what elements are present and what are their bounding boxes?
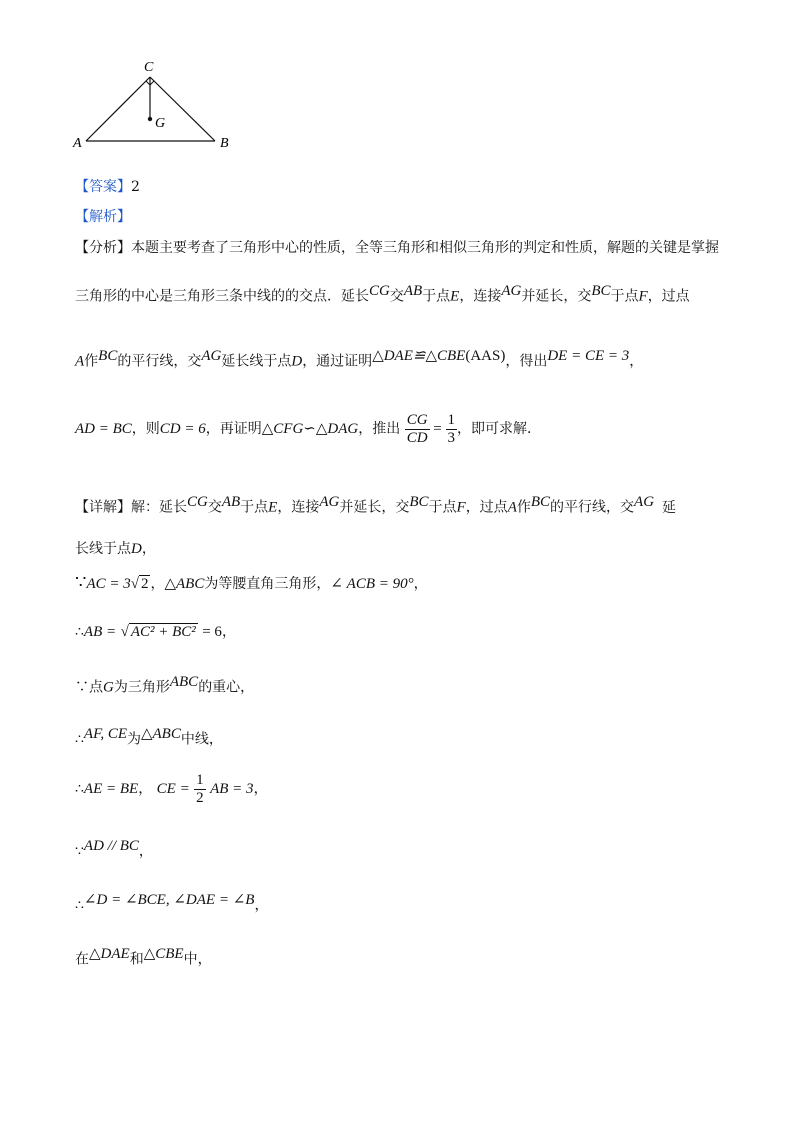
label-g: G (155, 116, 166, 131)
math-similar: △CFG∽△DAG (261, 421, 359, 437)
step-8 (75, 944, 212, 969)
t: ，即可求解． (457, 421, 541, 437)
t: 并延长，交 (521, 288, 592, 305)
radicand: 2 (140, 576, 149, 592)
t: ，则 (131, 421, 160, 437)
math-f: F (638, 288, 648, 305)
math-d: D (291, 353, 303, 370)
therefore-symbol: ∴ (75, 897, 84, 914)
step-3 (75, 674, 254, 697)
t: 延 (662, 499, 677, 516)
t: 在 (75, 951, 89, 968)
math-result: = 6 (202, 624, 222, 640)
math-ag: AG (319, 494, 340, 510)
t: ， (138, 843, 153, 860)
t: 作 (516, 499, 531, 516)
math-de-ce: DE = CE = 3 (547, 348, 630, 364)
t: ， (629, 353, 644, 370)
t: 三角形的中心是三角形三条中线的的交点．延长 (75, 288, 369, 305)
math-angles: ∠D = ∠BCE, ∠DAE = ∠B (83, 892, 255, 908)
label-b: B (220, 136, 229, 151)
t: ， (141, 541, 156, 557)
math-ab: AB (403, 283, 423, 299)
math-triangle-abc: △ABC (140, 726, 181, 742)
fenxi-line-2 (75, 283, 690, 306)
frac-num: 1 (447, 412, 455, 428)
math-angle-acb: ∠ ACB = 90° (330, 576, 414, 592)
math-a: A (507, 499, 517, 516)
math-cg: CG (187, 494, 208, 510)
frac-num: CG (406, 412, 428, 428)
step-7 (75, 890, 268, 915)
therefore-symbol: ∴ (75, 731, 84, 748)
t: ，连接 (459, 288, 502, 305)
t: ，得出 (505, 353, 548, 370)
t: ，推出 (358, 421, 401, 437)
t: 中， (183, 951, 212, 968)
t: 交 (389, 288, 404, 305)
sqrt-symbol: √ (120, 624, 129, 640)
t: 长线于点 (75, 541, 131, 557)
math-f: F (456, 499, 466, 516)
equals-sign: = (429, 421, 446, 437)
fraction-one-third (446, 412, 458, 446)
fenxi-line-4 (75, 412, 541, 446)
step-5 (75, 772, 268, 806)
t: 为 (126, 731, 141, 748)
math-ae-be: AE = BE (83, 781, 139, 797)
t: 解：延长 (131, 499, 187, 516)
label-a: A (73, 136, 82, 151)
frac-den: 2 (196, 789, 204, 806)
t: 于点 (428, 499, 457, 516)
t: 点 (89, 679, 103, 696)
fraction-cg-cd (405, 412, 430, 446)
t: ，过点 (465, 499, 508, 516)
step-1 (75, 572, 428, 593)
math-g: G (103, 679, 114, 696)
fenxi-line-3 (75, 346, 643, 371)
t: 中线， (180, 731, 223, 748)
because-symbol: ∵ (75, 843, 84, 860)
math-ab: AB = (83, 624, 117, 640)
triangle-figure (60, 55, 240, 155)
fenxi-line-1 (75, 237, 719, 257)
step-4 (75, 724, 223, 749)
analysis-tag: 【解析】 (75, 209, 131, 225)
t: ，再证明 (205, 421, 262, 437)
radicand: AC² + BC² (130, 624, 196, 640)
t: ，过点 (647, 288, 690, 305)
fenxi-tag: 【分析】 (75, 240, 131, 256)
t: 于点 (422, 288, 451, 305)
math-ag: AG (201, 348, 222, 364)
t: ， (150, 576, 165, 592)
t: 并延长，交 (339, 499, 410, 516)
t: ，通过证明 (302, 353, 373, 370)
math-ab: AB = 3 (210, 781, 254, 797)
fenxi-text-1: 本题主要考查了三角形中心的性质，全等三角形和相似三角形的判定和性质，解题的关键是掌握 (131, 240, 719, 256)
detail-line-2 (75, 538, 156, 558)
math-ce: CE = (156, 781, 190, 797)
math-cg: CG (369, 283, 390, 299)
math-a: A (75, 353, 85, 370)
t: 的平行线，交 (550, 499, 635, 516)
t: 交 (207, 499, 222, 516)
math-cd: CD = 6 (159, 421, 206, 437)
t: 作 (84, 353, 99, 370)
sqrt-symbol: √ (130, 576, 139, 592)
math-e: E (450, 288, 460, 305)
math-congruence: △DAE≌△CBE (372, 348, 466, 364)
answer-tag: 【答案】 (75, 179, 131, 195)
math-ac: AC = 3 (86, 576, 131, 592)
t: ， (253, 781, 268, 797)
frac-den: CD (406, 429, 428, 446)
math-bc: BC (591, 283, 611, 299)
therefore-symbol: ∴ (75, 781, 84, 797)
math-triangle-dae: △DAE (89, 946, 130, 962)
frac-den: 3 (447, 429, 455, 446)
step-2 (75, 621, 236, 641)
point-g (148, 117, 152, 121)
t: ， (413, 576, 428, 592)
detail-line-1 (75, 494, 676, 517)
t: 延长线于点 (221, 353, 292, 370)
t: ， (138, 781, 153, 797)
t: ， (221, 624, 236, 640)
answer-value: 2 (131, 179, 140, 195)
math-triangle-cbe: △CBE (143, 946, 184, 962)
math-ag: AG (634, 494, 655, 510)
math-ab: AB (221, 494, 241, 510)
math-bc: BC (98, 348, 118, 364)
side-cb (150, 77, 215, 141)
math-af-ce: AF, CE (83, 726, 127, 742)
math-ad-bc: AD = BC (75, 421, 132, 437)
t: ，连接 (277, 499, 320, 516)
t: 的平行线，交 (117, 353, 202, 370)
step-6 (75, 838, 153, 861)
math-abc: ABC (169, 674, 199, 690)
frac-num: 1 (196, 772, 204, 788)
t: 为三角形 (113, 679, 170, 696)
label-c: C (144, 60, 154, 75)
math-d: D (131, 541, 142, 557)
math-bc: BC (530, 494, 551, 510)
t: 为等腰直角三角形， (204, 576, 331, 592)
t: 的重心， (198, 679, 255, 696)
side-ac (86, 77, 150, 141)
because-symbol: ∵ (75, 679, 89, 696)
answer-line (75, 176, 140, 196)
t: 于点 (610, 288, 639, 305)
therefore-symbol: ∴ (75, 624, 84, 640)
t: ， (254, 897, 269, 914)
because-symbol: ∵ (75, 572, 87, 593)
math-triangle-abc: △ABC (164, 576, 205, 592)
math-ad-parallel-bc: AD // BC (83, 838, 139, 854)
detail-tag: 【详解】 (75, 499, 131, 516)
math-bc: BC (409, 494, 429, 510)
t: 于点 (240, 499, 269, 516)
t: 和 (129, 951, 144, 968)
math-aas: (AAS) (465, 348, 506, 364)
math-e: E (268, 499, 278, 516)
math-ag: AG (501, 283, 522, 299)
fraction-one-half (194, 772, 206, 806)
